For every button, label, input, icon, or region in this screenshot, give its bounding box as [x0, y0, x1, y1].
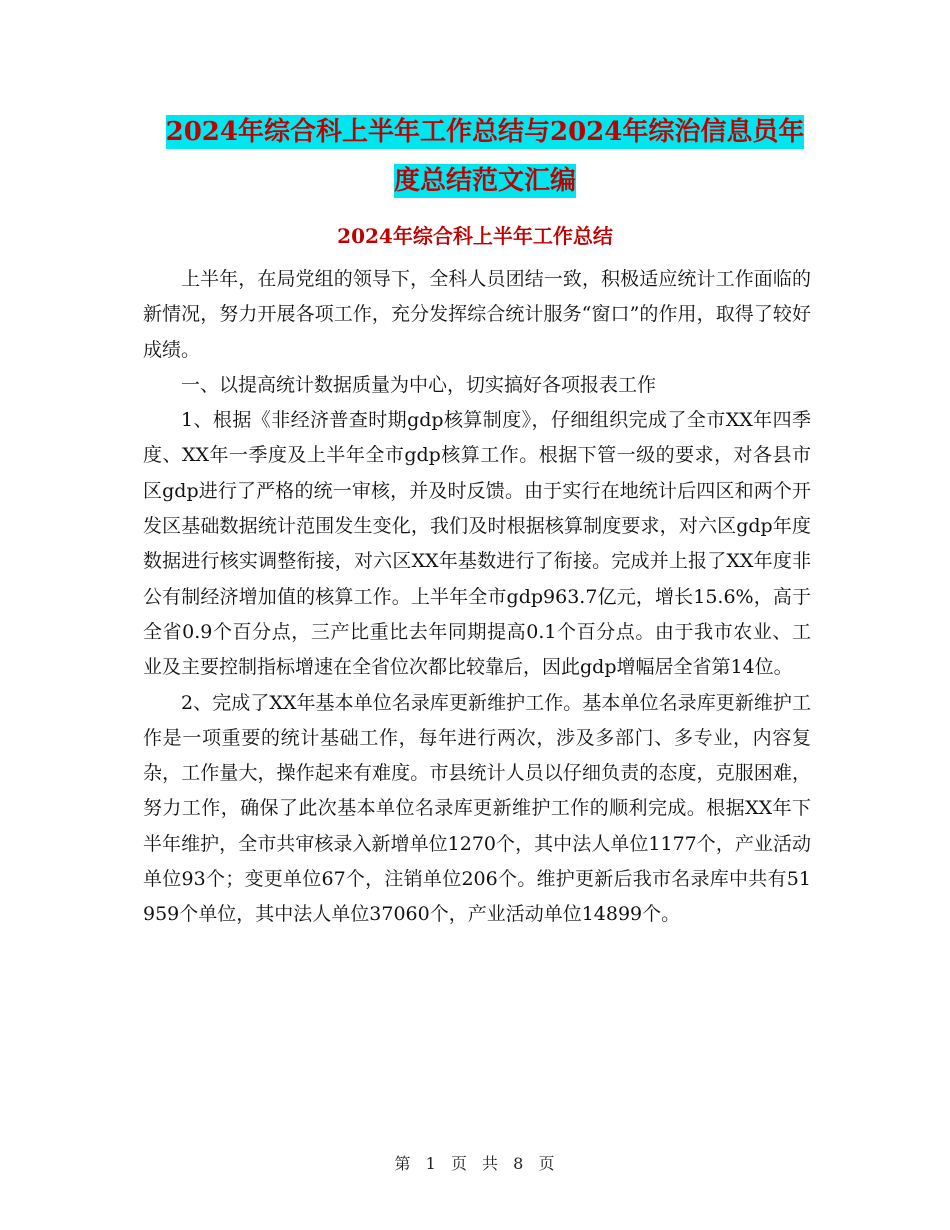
paragraph-intro: 上半年，在局党组的领导下，全科人员团结一致，积极适应统计工作面临的新情况，努力开展各项工作，充分发挥综合统计服务“窗口”的作用，取得了较好成绩。 — [143, 268, 811, 361]
paragraph-heading-1: 一、以提高统计数据质量为中心，切实搞好各项报表工作 — [181, 373, 657, 396]
footer-total-prefix: 共 — [482, 1154, 500, 1173]
footer-total-pages: 8 — [513, 1154, 525, 1173]
footer-page-number: 1 — [425, 1154, 437, 1173]
footer-page-unit: 页 — [450, 1154, 468, 1173]
document-title-line-1: 2024年综合科上半年工作总结与2024年综治信息员年 — [165, 117, 805, 147]
document-title-line-2: 度总结范文汇编 — [393, 166, 576, 196]
paragraph-item-1: 1、根据《非经济普查时期gdp核算制度》，仔细组织完成了全市XX年四季度、XX年一季度及上半年全市gdp核算工作。根据下管一级的要求，对各县市区gdp进行了严格的统一审核，并及时反馈。由于实行在地统计后四区和两个开发区基础数据统计范围发生变化，我们及时根据核算制度要求，对六区gdp年度数据进行核实调整衔接，对六区XX年基数进行了衔接。完成并上报了XX年度非公有制经济增加值的核算工作。上半年全市gdp963.7亿元，增长15.6%，高于全省0.9个百分点，三产比重比去年同期提高0.1个百分点。由于我市农业、工业及主要控制指标增速在全省位次都比较靠后，因此gdp增幅居全省第14位。 — [143, 409, 811, 679]
footer-page-prefix: 第 — [394, 1154, 412, 1173]
document-body — [143, 262, 811, 933]
footer-total-unit: 页 — [538, 1154, 556, 1173]
page-footer — [0, 1152, 950, 1176]
paragraph-item-2: 2、完成了XX年基本单位名录库更新维护工作。基本单位名录库更新维护工作是一项重要的统计基础工作，每年进行两次，涉及多部门、多专业，内容复杂，工作量大，操作起来有难度。市县统计人员以仔细负责的态度，克服困难，努力工作，确保了此次基本单位名录库更新维护工作的顺利完成。根据XX年下半年维护，全市共审核录入新增单位1270个，其中法人单位1177个，产业活动单位93个；变更单位67个，注销单位206个。维护更新后我市名录库中共有51959个单位，其中法人单位37060个，产业活动单位14899个。 — [143, 691, 811, 926]
document-title — [140, 108, 830, 206]
section-title: 2024年综合科上半年工作总结 — [337, 224, 613, 248]
